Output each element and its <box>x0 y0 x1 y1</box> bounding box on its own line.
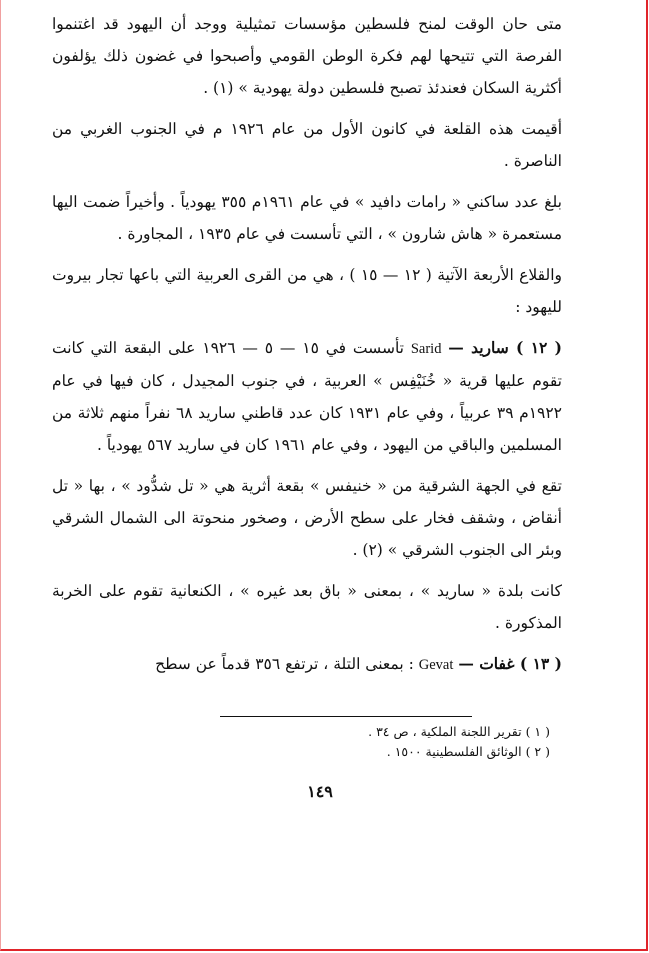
latin-name-gevat: Gevat <box>418 657 454 673</box>
entry-body-sarid: تأسست في ١٥ — ٥ — ١٩٢٦ على البقعة التي كانت تقوم عليها قرية « خُنَيْفِس » العربية ، في جنوب المجيدل ، كان فيها في عام ١٩٢٢م ٣٩ عربياً ، وفي عام ١٩٣١ كان عدد قاطني ساريد ٦٨ نفراً منهم ثلاثة من المسلمين والباقي من اليهود ، وفي عام ١٩٦١ كان في ساريد ٥٦٧ يهودياً . <box>52 339 562 454</box>
entry-heading-gevat: ( ١٣ ) غفات — <box>458 654 562 673</box>
paragraph-sarid <box>52 332 562 461</box>
paragraph-ramat-david: بلغ عدد ساكني « رامات دافيد » في عام ١٩٦١م ٣٥٥ يهودياً . وأخيراً ضمت اليها مستعمرة « هاش شارون » ، التي تأسست في عام ١٩٣٥ ، المجاورة . <box>52 193 562 243</box>
latin-name-sarid: Sarid <box>410 341 442 357</box>
paragraph-gevat <box>52 648 562 681</box>
book-page-body <box>52 8 562 685</box>
paragraph-four-fortresses: والقلاع الأربعة الآتية ( ١٢ — ١٥ ) ، هي من القرى العربية التي باعها تجار بيروت لليهود : <box>52 266 563 316</box>
paragraph-tel-shaddud: تقع في الجهة الشرقية من « خنيفس » بقعة أثرية هي « تل شدُّود » ، بها « تل أنقاض ، وشقف فخار على سطح الأرض ، وصخور منحوتة الى الشمال الشرقي وبئر الى الجنوب الشرقي » (٢) . <box>52 477 562 559</box>
footnote-1: ( ١ ) تقرير اللجنة الملكية ، ص ٣٤ . <box>368 724 550 739</box>
footnote-divider <box>220 716 472 717</box>
paragraph-sarid-canaanite: كانت بلدة « ساريد » ، بمعنى « باق بعد غيره » ، الكنعانية تقوم على الخربة المذكورة . <box>52 582 562 632</box>
footnote-2: ( ٢ ) الوثائق الفلسطينية ١٥٠٠ . <box>386 744 550 759</box>
entry-heading-sarid: ( ١٢ ) ساريد — <box>448 338 562 357</box>
footnotes <box>220 722 550 762</box>
entry-body-gevat: : بمعنى التلة ، ترتفع ٣٥٦ قدماً عن سطح <box>155 655 414 673</box>
paragraph-quote-end: متى حان الوقت لمنح فلسطين مؤسسات تمثيلية ووجد أن اليهود قد اغتنموا الفرصة التي تتيحها لهم فكرة الوطن القومي وأصبحوا في غضون ذلك يؤلفون أكثرية السكان فعندئذ تصبح فلسطين دولة يهودية » (١) . <box>52 15 562 97</box>
paragraph-fortress-founding: أقيمت هذه القلعة في كانون الأول من عام ١٩٢٦ م في الجنوب الغربي من الناصرة . <box>52 120 562 170</box>
page-number: ١٤٩ <box>307 782 333 801</box>
